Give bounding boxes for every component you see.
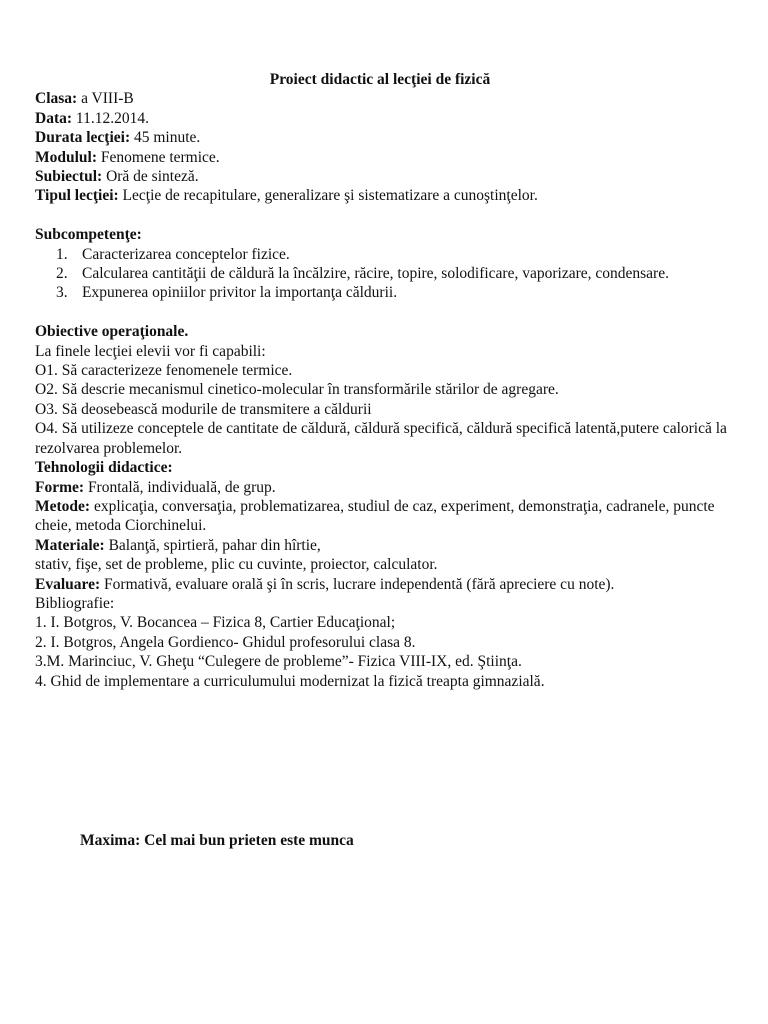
evaluare-label: Evaluare: <box>35 575 101 593</box>
field-clasa <box>35 89 735 108</box>
bibliografie-item: 3.M. Marinciuc, V. Gheţu “Culegere de probleme”- Fizica VIII-IX, ed. Ştiinţa. <box>35 653 522 671</box>
bibliografie-heading: Bibliografie: <box>35 594 115 612</box>
bibliografie-item: 1. I. Botgros, V. Bocancea – Fizica 8, Cartier Educaţional; <box>35 614 396 632</box>
field-label: Durata lecţiei: <box>35 129 131 147</box>
list-text: Expunerea opiniilor privitor la importanţa căldurii. <box>82 284 398 302</box>
metode-line <box>35 497 735 536</box>
field-label: Tipul lecţiei: <box>35 187 119 205</box>
list-number: 3. <box>56 284 68 302</box>
maxima-quote: Maxima: Cel mai bun prieten este munca <box>80 832 354 849</box>
subcompetente-list <box>35 245 735 303</box>
bibliografie-item: 2. I. Botgros, Angela Gordienco- Ghidul profesorului clasa 8. <box>35 633 416 651</box>
document-page <box>35 70 735 691</box>
field-label: Modulul: <box>35 148 98 166</box>
list-item <box>35 264 735 283</box>
field-value: 45 minute. <box>130 129 201 147</box>
list-item <box>35 245 735 264</box>
materiale-line <box>35 536 735 555</box>
forme-value: Frontală, individuală, de grup. <box>84 478 276 496</box>
obiective-intro: La finele lecţiei elevii vor fi capabili: <box>35 342 266 360</box>
spacer <box>35 206 735 225</box>
materiale-line-2: stativ, fişe, set de probleme, plic cu cuvinte, proiector, calculator. <box>35 556 438 574</box>
metode-value: explicaţia, conversaţia, problematizarea, studiul de caz, experiment, demonstraţia, cadranele, puncte cheie, metoda Ciorchinelui. <box>35 497 715 535</box>
field-value: Oră de sinteză. <box>102 168 199 186</box>
bibliografie-item: 4. Ghid de implementare a curriculumului modernizat la fizică treapta gimnazială. <box>35 672 545 690</box>
field-label: Data: <box>35 109 73 127</box>
field-subiectul <box>35 167 735 186</box>
spacer <box>35 303 735 322</box>
field-value: a VIII-B <box>77 90 134 108</box>
forme-label: Forme: <box>35 478 85 496</box>
materiale-label: Materiale: <box>35 536 105 554</box>
field-value: Fenomene termice. <box>97 148 220 166</box>
objective-item: O3. Să deosebească modurile de transmitere a căldurii <box>35 400 372 418</box>
field-durata <box>35 128 735 147</box>
field-label: Subiectul: <box>35 168 103 186</box>
metode-label: Metode: <box>35 497 91 515</box>
field-value: 11.12.2014. <box>72 109 149 127</box>
tehnologii-heading: Tehnologii didactice: <box>35 459 173 477</box>
objective-item: O1. Să caracterizeze fenomenele termice. <box>35 362 293 380</box>
document-title: Proiect didactic al lecţiei de fizică <box>269 71 491 88</box>
field-value: Lecţie de recapitulare, generalizare şi sistematizare a cunoştinţelor. <box>118 187 538 205</box>
field-tipul <box>35 186 735 205</box>
list-number: 1. <box>56 245 68 263</box>
subcompetente-heading: Subcompetenţe: <box>35 226 142 244</box>
field-modulul <box>35 148 735 167</box>
list-text: Caracterizarea conceptelor fizice. <box>82 245 290 263</box>
evaluare-line <box>35 575 735 594</box>
list-text: Calcularea cantităţii de căldură la încălzire, răcire, topire, solodificare, vaporizare, condensare. <box>82 265 669 283</box>
objective-item: O4. Să utilizeze conceptele de cantitate de căldură, căldură specifică, căldură specifică latentă,putere calorică la rezolvarea problemelor. <box>35 420 727 457</box>
forme-line <box>35 478 735 497</box>
evaluare-value: Formativă, evaluare orală şi în scris, lucrare independentă (fără apreciere cu note). <box>100 575 615 593</box>
objective-item: O2. Să descrie mecanismul cinetico-molecular în transformările stărilor de agregare. <box>35 381 559 399</box>
materiale-value: Balanţă, spirtieră, pahar din hîrtie, <box>104 536 321 554</box>
list-item <box>35 283 735 302</box>
obiective-heading: Obiective operaţionale. <box>35 323 189 341</box>
field-data <box>35 109 735 128</box>
list-number: 2. <box>56 265 68 283</box>
field-label: Clasa: <box>35 90 78 108</box>
